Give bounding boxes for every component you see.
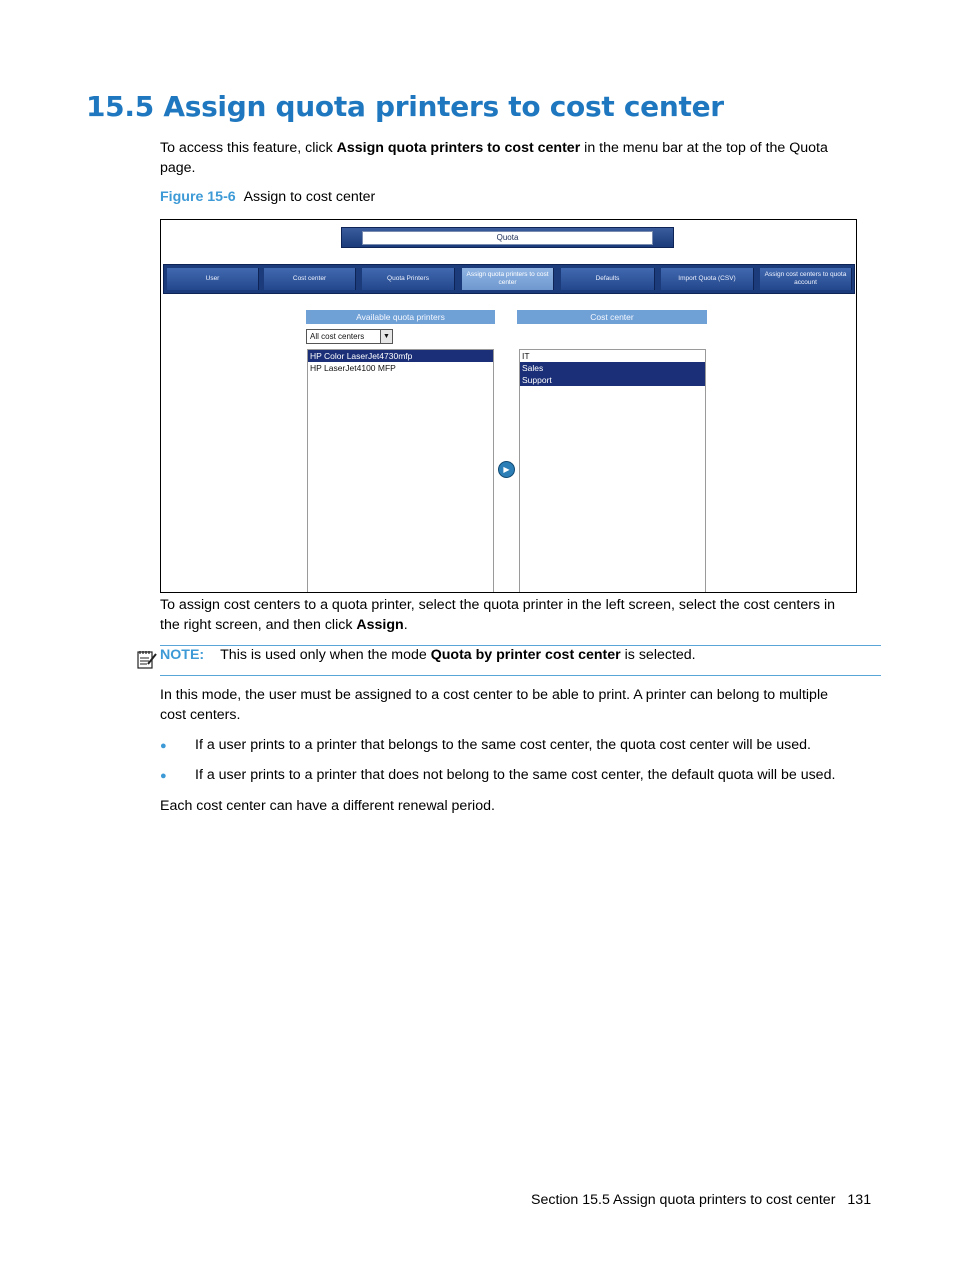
filter-value: All cost centers bbox=[310, 332, 365, 341]
menu-quota-printers[interactable]: Quota Printers bbox=[362, 268, 455, 290]
bullet-text: If a user prints to a printer that does not belong to the same cost center, the default quota will be used. bbox=[195, 767, 836, 783]
cost-center-list-item[interactable]: Support bbox=[520, 374, 705, 386]
menu-cost-center[interactable]: Cost center bbox=[264, 268, 356, 290]
bullet-item bbox=[160, 736, 811, 757]
mode-text-line2: cost centers. bbox=[160, 706, 241, 723]
note-pad-icon bbox=[136, 648, 158, 670]
intro-text-end: in the menu bar at the top of the Quota bbox=[580, 140, 828, 156]
bullet-text: If a user prints to a printer that belongs to the same cost center, the quota cost center will be used. bbox=[195, 737, 811, 753]
cost-center-header: Cost center bbox=[517, 310, 707, 324]
menu-import-quota[interactable]: Import Quota (CSV) bbox=[661, 268, 754, 290]
note-text-start: This is used only when the mode bbox=[220, 647, 431, 663]
intro-text-start: To access this feature, click bbox=[160, 140, 337, 156]
page-footer bbox=[531, 1192, 871, 1208]
printer-list-item[interactable]: HP LaserJet4100 MFP bbox=[310, 363, 396, 373]
bullet-item bbox=[160, 766, 836, 787]
intro-feature-name: Assign quota printers to cost center bbox=[336, 140, 581, 156]
printer-listbox[interactable] bbox=[307, 349, 494, 593]
note-bottom-rule bbox=[160, 675, 881, 676]
note-text bbox=[160, 646, 696, 666]
chevron-down-icon[interactable]: ▼ bbox=[380, 330, 392, 343]
assign-arrow-icon[interactable]: ▶ bbox=[498, 461, 515, 478]
note-mode-name: Quota by printer cost center bbox=[430, 647, 621, 663]
closing-paragraph: Each cost center can have a different renewal period. bbox=[160, 798, 495, 814]
menu-defaults[interactable]: Defaults bbox=[561, 268, 655, 290]
quota-title: Quota bbox=[362, 231, 653, 245]
figure-number: Figure 15-6 bbox=[160, 189, 236, 205]
section-heading: 15.5 Assign quota printers to cost center bbox=[86, 90, 724, 123]
figure-caption bbox=[160, 188, 375, 208]
footer-section: Section 15.5 Assign quota printers to cost center bbox=[531, 1192, 836, 1208]
bullet-dot-icon: ● bbox=[160, 740, 167, 752]
cost-center-listbox[interactable] bbox=[519, 349, 706, 593]
printer-list-item[interactable]: HP Color LaserJet4730mfp bbox=[308, 350, 493, 362]
assign-button-reference: Assign bbox=[356, 616, 404, 633]
menu-assign-printers-active[interactable]: Assign quota printers to cost center bbox=[462, 268, 554, 290]
assign-paragraph bbox=[160, 596, 880, 635]
cost-center-filter-select[interactable] bbox=[306, 329, 393, 344]
available-printers-header: Available quota printers bbox=[306, 310, 495, 324]
note-label: NOTE: bbox=[160, 647, 205, 663]
menu-user[interactable]: User bbox=[167, 268, 259, 290]
mode-text-line1: In this mode, the user must be assigned to a cost center to be able to print. A printer can belong to multiple bbox=[160, 687, 828, 703]
bullet-dot-icon: ● bbox=[160, 770, 167, 782]
cost-center-list-item[interactable]: Sales bbox=[520, 362, 705, 374]
mode-paragraph bbox=[160, 686, 880, 725]
cost-center-list-item[interactable]: IT bbox=[522, 351, 530, 361]
assign-text-line2: the right screen, and then click bbox=[160, 616, 357, 633]
menu-assign-cost-centers[interactable]: Assign cost centers to quota account bbox=[760, 268, 852, 290]
figure-screenshot bbox=[160, 219, 857, 593]
intro-paragraph bbox=[160, 139, 880, 178]
page-number: 131 bbox=[847, 1192, 872, 1208]
quota-title-bar bbox=[341, 227, 674, 248]
figure-title: Assign to cost center bbox=[243, 189, 376, 205]
assign-text-line1: To assign cost centers to a quota printer, select the quota printer in the left screen, select the cost centers in bbox=[160, 597, 836, 613]
note-text-end: is selected. bbox=[620, 647, 696, 663]
assign-text-period: . bbox=[403, 616, 408, 633]
intro-text-line2: page. bbox=[160, 159, 196, 176]
quota-menu-bar bbox=[163, 264, 855, 294]
